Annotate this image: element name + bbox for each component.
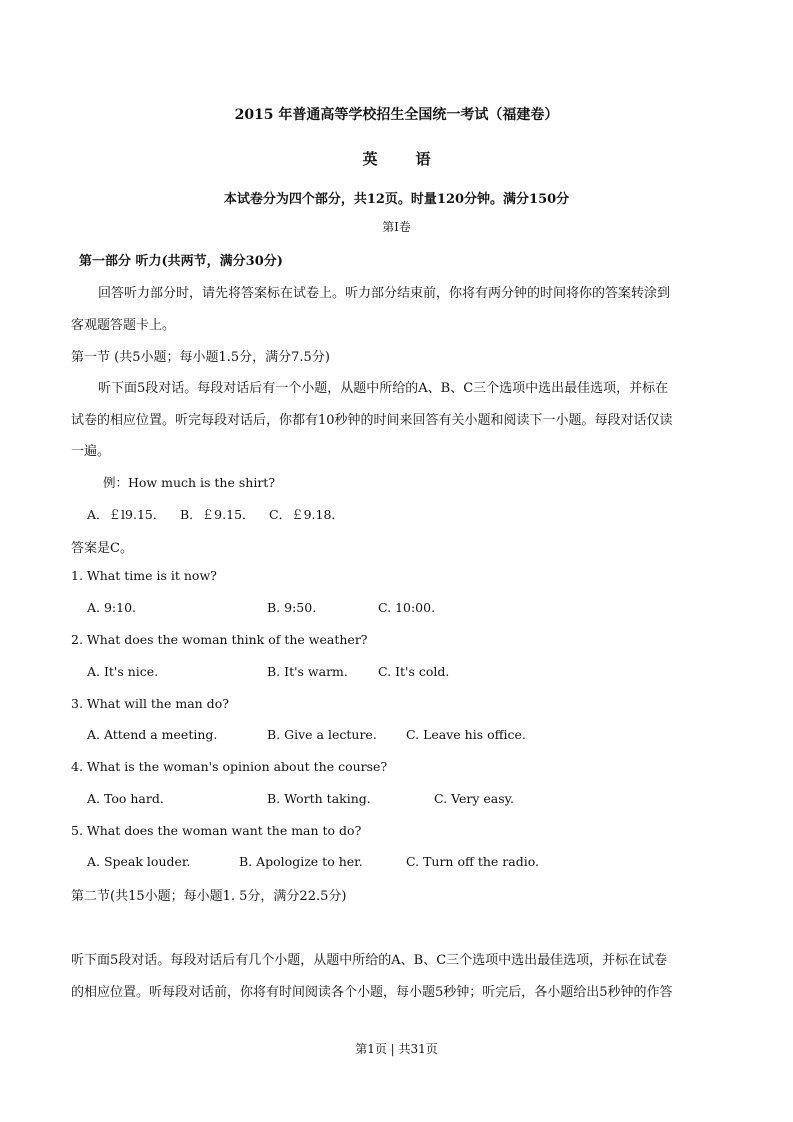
q3-option-b: B. Give a lecture. bbox=[267, 727, 377, 742]
q3-option-c: C. Leave his office. bbox=[406, 727, 526, 742]
q5-option-a: A. Speak louder. bbox=[87, 854, 191, 869]
exam-info: 本试卷分为四个部分，共12页。时量120分钟。满分150分 bbox=[223, 192, 570, 207]
subject-char-1: 英 bbox=[362, 150, 378, 168]
part1-heading: 第一部分 听力(共两节，满分30分) bbox=[79, 254, 283, 269]
question-5: 5. What does the woman want the man to do? bbox=[71, 823, 362, 838]
subject-char-2: 语 bbox=[415, 150, 431, 168]
volume-label: 第I卷 bbox=[382, 220, 411, 234]
example-answer: 答案是C。 bbox=[71, 541, 133, 556]
section1-heading: 第一节 (共5小题；每小题1.5分，满分7.5分) bbox=[71, 350, 330, 365]
q1-option-a: A. 9:10. bbox=[87, 600, 137, 615]
section1-instr-line2: 试卷的相应位置。听完每段对话后，你都有10秒钟的时间来回答有关小题和阅读下一小题。每段对话仅读 bbox=[71, 413, 673, 428]
q4-option-c: C. Very easy. bbox=[434, 791, 514, 806]
q3-option-a: A. Attend a meeting. bbox=[87, 727, 218, 742]
section2-instr-line1: 听下面5段对话。每段对话后有几个小题，从题中所给的A、B、C三个选项中选出最佳选项，并标在试卷 bbox=[71, 953, 668, 968]
section2-instr-line2: 的相应位置。听每段对话前，你将有时间阅读各个小题，每小题5秒钟；听完后，各小题给出5秒钟的作答 bbox=[71, 985, 673, 1000]
section1-instr-line1: 听下面5段对话。每段对话后有一个小题，从题中所给的A、B、C三个选项中选出最佳选项，并标在 bbox=[98, 381, 669, 396]
example-option-a: A．￡l9.15． bbox=[87, 507, 166, 522]
q1-option-b: B. 9:50. bbox=[267, 600, 317, 615]
subject-title bbox=[0, 148, 793, 169]
example-option-c: C．￡9.18． bbox=[269, 507, 344, 522]
question-3: 3. What will the man do? bbox=[71, 696, 229, 711]
q2-option-c: C. It's cold. bbox=[378, 664, 450, 679]
part1-intro-line1: 回答听力部分时，请先将答案标在试卷上。听力部分结束前，你将有两分钟的时间将你的答案转涂到 bbox=[98, 286, 671, 301]
section2-heading: 第二节(共15小题；每小题1. 5分，满分22.5分) bbox=[71, 889, 347, 904]
q4-option-b: B. Worth taking. bbox=[267, 791, 371, 806]
question-1: 1. What time is it now? bbox=[71, 568, 217, 583]
q4-option-a: A. Too hard. bbox=[87, 791, 164, 806]
page-number: 第1页 | 共31页 bbox=[355, 1042, 438, 1056]
question-4: 4. What is the woman's opinion about the course? bbox=[71, 759, 388, 774]
exam-title: 2015 年普通高等学校招生全国统一考试（福建卷） bbox=[234, 107, 559, 123]
q1-option-c: C. 10:00. bbox=[378, 600, 436, 615]
q2-option-b: B. It's warm. bbox=[267, 664, 348, 679]
part1-intro-line2: 客观题答题卡上。 bbox=[71, 318, 176, 333]
example-option-b: B．￡9.15． bbox=[180, 507, 255, 522]
example-question: 例：How much is the shirt? bbox=[103, 475, 276, 490]
question-2: 2. What does the woman think of the weather? bbox=[71, 632, 368, 647]
q5-option-c: C. Turn off the radio. bbox=[406, 854, 539, 869]
q2-option-a: A. It's nice. bbox=[87, 664, 159, 679]
q5-option-b: B. Apologize to her. bbox=[239, 854, 363, 869]
section1-instr-line3: 一遍。 bbox=[71, 444, 111, 459]
